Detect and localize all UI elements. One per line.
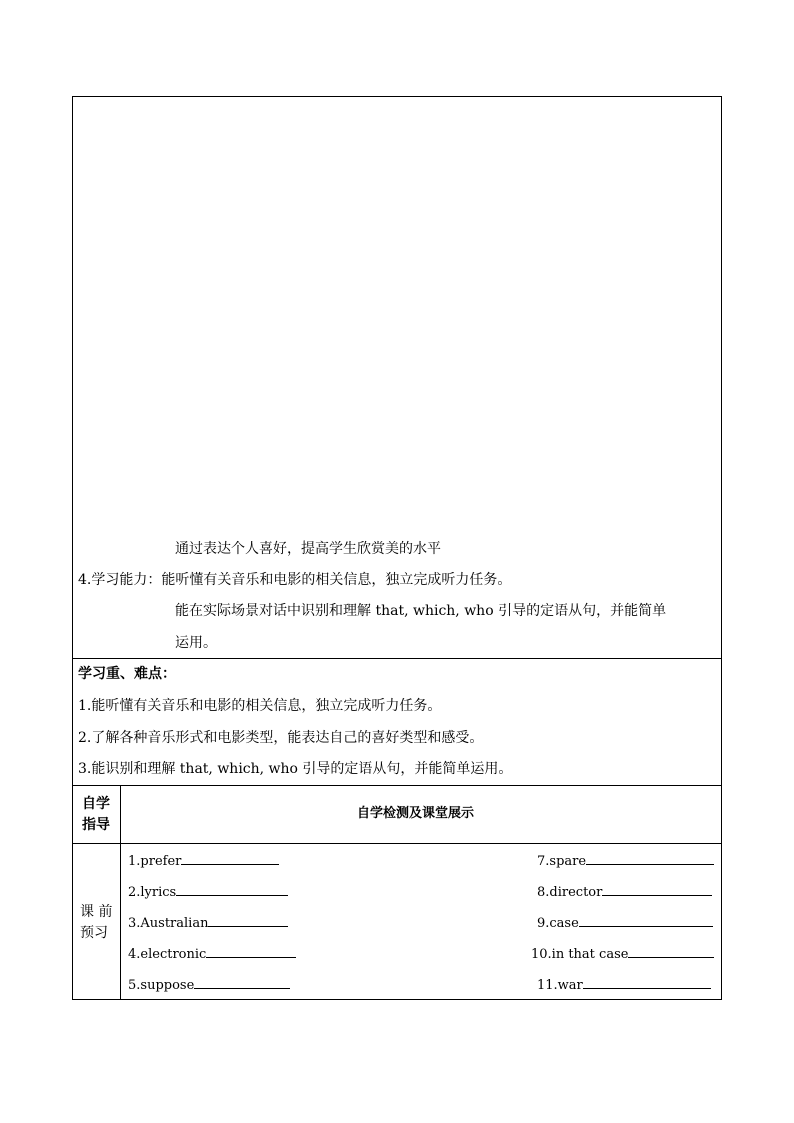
vocab-item: 8.director [537, 881, 712, 903]
col1-header-line1: 自学 [82, 796, 110, 812]
vocab-item: 2.lyrics [128, 881, 288, 903]
vocab-item: 1.prefer [128, 850, 279, 872]
frame-bottom [72, 999, 722, 1000]
frame-left [72, 96, 73, 1000]
vocab-item: 11.war [537, 974, 711, 996]
vocab-item: 7.spare [537, 850, 714, 872]
divider-table-col [120, 785, 121, 1000]
divider-goals [72, 658, 722, 659]
key-points-title: 学习重、难点： [78, 666, 176, 682]
vocab-item: 10.in that case [531, 943, 714, 965]
row-label-line1: 课 前 [80, 904, 113, 920]
vocab-item: 9.case [537, 912, 713, 934]
frame-right [721, 96, 722, 1000]
col1-header-line2: 指导 [82, 817, 110, 833]
goal-line-1: 通过表达个人喜好，提高学生欣赏美的水平 [175, 541, 441, 557]
key-point-2: 2.了解各种音乐形式和电影类型，能表达自己的喜好类型和感受。 [78, 730, 484, 746]
divider-table-header [72, 843, 722, 844]
vocab-item: 4.electronic [128, 943, 296, 965]
divider-keypoints [72, 785, 722, 786]
col2-header: 自学检测及课堂展示 [357, 806, 475, 821]
vocab-item: 5.suppose [128, 974, 290, 996]
goal-line-4: 运用。 [175, 635, 217, 651]
key-point-1: 1.能听懂有关音乐和电影的相关信息，独立完成听力任务。 [78, 698, 442, 714]
frame-top [72, 96, 722, 97]
key-point-3: 3.能识别和理解 that, which, who 引导的定语从句，并能简单运用。 [78, 761, 513, 777]
vocab-item: 3.Australian [128, 912, 288, 934]
row-label-line2: 预习 [80, 925, 108, 941]
goal-line-3: 能在实际场景对话中识别和理解 that, which, who 引导的定语从句，并能简单 [175, 603, 667, 619]
goal-line-2: 4.学习能力：能听懂有关音乐和电影的相关信息，独立完成听力任务。 [78, 572, 512, 588]
